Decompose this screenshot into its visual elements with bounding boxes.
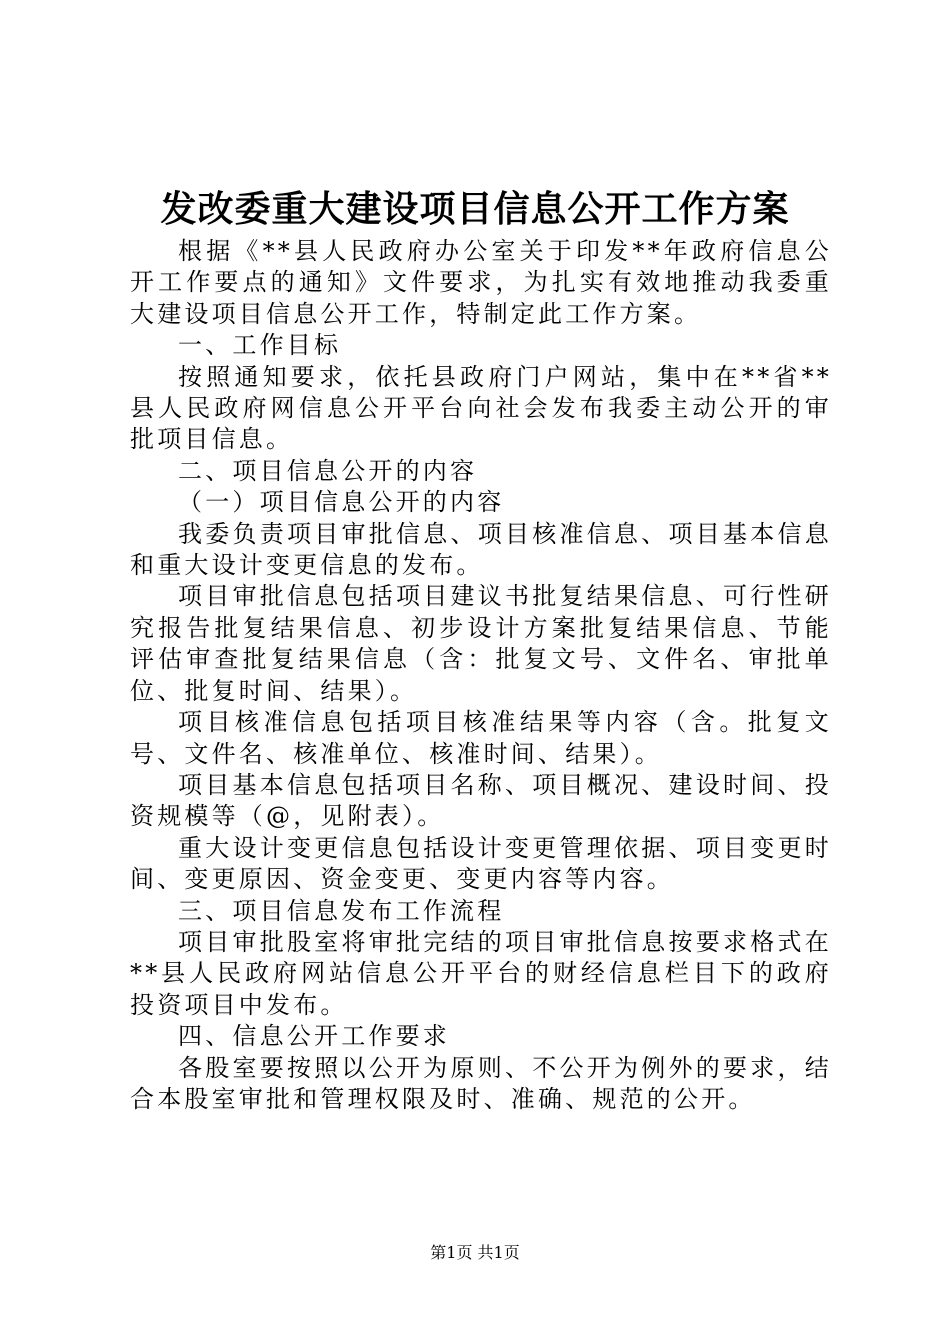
paragraph-approval-info: 项目审批信息包括项目建议书批复结果信息、可行性研究报告批复结果信息、初步设计方案批复结果信息、节能评估审查批复结果信息（含：批复文号、文件名、审批单位、批复时间、结果）。 (130, 582, 832, 705)
subheading-content: （一）项目信息公开的内容 (178, 488, 505, 517)
heading-work-goal: 一、工作目标 (178, 331, 342, 360)
document-body (130, 236, 832, 1115)
paragraph-verification-info: 项目核准信息包括项目核准结果等内容（含。批复文号、文件名、核准单位、核准时间、结果）。 (130, 708, 832, 768)
paragraph-requirements: 各股室要按照以公开为原则、不公开为例外的要求，结合本股室审批和管理权限及时、准确、规范的公开。 (130, 1053, 832, 1113)
page-number-footer: 第1页 共1页 (430, 1243, 520, 1262)
heading-workflow: 三、项目信息发布工作流程 (178, 896, 505, 925)
paragraph-design-change: 重大设计变更信息包括设计变更管理依据、项目变更时间、变更原因、资金变更、变更内容等内容。 (130, 833, 832, 894)
paragraph-intro: 根据《**县人民政府办公室关于印发**年政府信息公开工作要点的通知》文件要求，为扎实有效地推动我委重大建设项目信息公开工作，特制定此工作方案。 (130, 237, 832, 328)
paragraph-basic-info: 项目基本信息包括项目名称、项目概况、建设时间、投资规模等（@，见附表）。 (130, 770, 832, 831)
paragraph-goal: 按照通知要求，依托县政府门户网站，集中在**省**县人民政府网信息公开平台向社会发布我委主动公开的审批项目信息。 (130, 362, 832, 454)
paragraph-workflow: 项目审批股室将审批完结的项目审批信息按要求格式在**县人民政府网站信息公开平台的财经信息栏目下的政府投资项目中发布。 (130, 927, 832, 1019)
heading-requirements: 四、信息公开工作要求 (178, 1022, 450, 1051)
document-title: 发改委重大建设项目信息公开工作方案 (160, 188, 790, 230)
paragraph-responsibility: 我委负责项目审批信息、项目核准信息、项目基本信息和重大设计变更信息的发布。 (130, 519, 832, 580)
heading-content: 二、项目信息公开的内容 (178, 456, 478, 485)
